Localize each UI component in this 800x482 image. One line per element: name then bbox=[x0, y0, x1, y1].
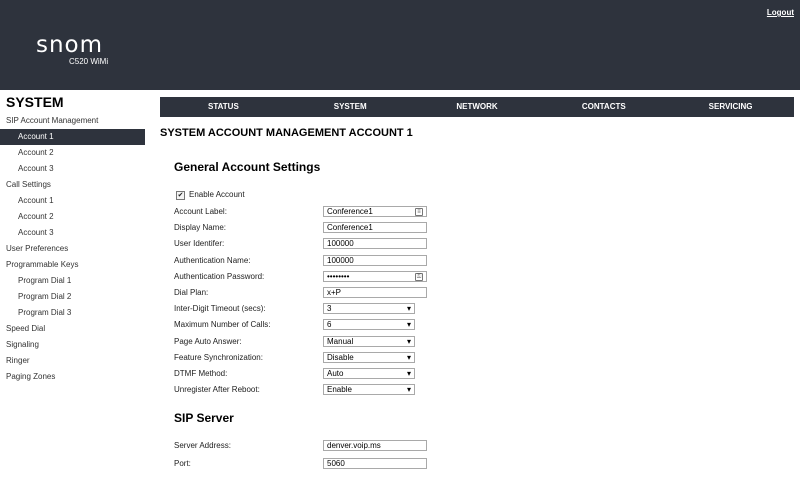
inter-digit-timeout-secs-value: 3 bbox=[327, 304, 332, 314]
port-input[interactable] bbox=[323, 458, 427, 469]
main-nav bbox=[160, 97, 794, 117]
account-label-input[interactable] bbox=[323, 206, 427, 217]
dial-plan-value: x+P bbox=[327, 288, 342, 297]
snom-logo: snom bbox=[36, 32, 104, 58]
maximum-number-of-calls-label: Maximum Number of Calls: bbox=[174, 320, 271, 330]
key-icon: ⚿ bbox=[416, 273, 422, 280]
server-address-label: Server Address: bbox=[174, 441, 231, 450]
sidebar-item-call-settings[interactable]: Call Settings bbox=[6, 180, 51, 189]
authentication-name-label: Authentication Name: bbox=[174, 255, 251, 265]
contact-card-icon: ≡ bbox=[415, 208, 423, 216]
sidebar-item-account-2[interactable]: Account 2 bbox=[18, 212, 54, 221]
sidebar-item-signaling[interactable]: Signaling bbox=[6, 340, 39, 349]
tab-network[interactable]: NETWORK bbox=[456, 102, 498, 111]
sidebar bbox=[0, 94, 145, 385]
sidebar-item-paging-zones[interactable]: Paging Zones bbox=[6, 372, 56, 381]
unregister-after-reboot-value: Enable bbox=[327, 385, 352, 395]
enable-account-label: Enable Account bbox=[189, 190, 245, 199]
sidebar-item-sip-account-management[interactable]: SIP Account Management bbox=[6, 116, 99, 125]
sidebar-item-user-preferences[interactable]: User Preferences bbox=[6, 244, 69, 253]
dtmf-method-value: Auto bbox=[327, 369, 344, 378]
sidebar-item-account-3[interactable]: Account 3 bbox=[18, 228, 54, 237]
feature-synchronization-label: Feature Synchronization: bbox=[174, 352, 263, 362]
account-label-value: Conference1 bbox=[327, 207, 373, 216]
sidebar-item-account-2[interactable]: Account 2 bbox=[18, 148, 54, 157]
user-identifer-input[interactable] bbox=[323, 238, 427, 249]
inter-digit-timeout-secs-select[interactable] bbox=[323, 303, 415, 314]
authentication-password-label: Authentication Password: bbox=[174, 271, 265, 281]
authentication-password-input[interactable] bbox=[323, 271, 427, 282]
page-title: SYSTEM ACCOUNT MANAGEMENT ACCOUNT 1 bbox=[160, 127, 413, 139]
unregister-after-reboot-select[interactable] bbox=[323, 384, 415, 395]
page-auto-answer-value: Manual bbox=[327, 336, 354, 346]
user-identifer-value: 100000 bbox=[327, 239, 354, 249]
display-name-input[interactable] bbox=[323, 222, 427, 233]
model-name: C520 WiMi bbox=[69, 57, 109, 66]
server-address-input[interactable] bbox=[323, 440, 427, 451]
dtmf-method-label: DTMF Method: bbox=[174, 369, 228, 378]
logout-link[interactable]: Logout bbox=[766, 8, 794, 17]
authentication-name-value: 100000 bbox=[327, 255, 354, 265]
header-bar bbox=[0, 0, 800, 90]
sidebar-item-program-dial-3[interactable]: Program Dial 3 bbox=[18, 308, 72, 317]
dial-plan-label: Dial Plan: bbox=[174, 288, 209, 297]
user-identifer-label: User Identifer: bbox=[174, 239, 225, 249]
page-auto-answer-select[interactable] bbox=[323, 336, 415, 347]
tab-status[interactable]: STATUS bbox=[207, 102, 239, 111]
tab-contacts[interactable]: CONTACTS bbox=[581, 102, 626, 111]
maximum-number-of-calls-select[interactable] bbox=[323, 319, 415, 330]
display-name-value: Conference1 bbox=[327, 223, 373, 233]
display-name-label: Display Name: bbox=[174, 223, 227, 233]
dial-plan-input[interactable] bbox=[323, 287, 427, 298]
port-label: Port: bbox=[174, 459, 191, 468]
dtmf-method-select[interactable] bbox=[323, 368, 415, 379]
tab-servicing[interactable]: SERVICING bbox=[708, 102, 753, 111]
sip-server-title: SIP Server bbox=[174, 411, 234, 425]
page-auto-answer-label: Page Auto Answer: bbox=[174, 336, 242, 346]
general-settings-title: General Account Settings bbox=[174, 160, 321, 174]
sidebar-item-account-1[interactable]: Account 1 bbox=[0, 129, 145, 145]
sidebar-item-account-1[interactable]: Account 1 bbox=[18, 196, 54, 205]
sidebar-title: SYSTEM bbox=[6, 94, 64, 110]
account-label-label: Account Label: bbox=[174, 207, 227, 216]
enable-account-checkbox[interactable]: ✔ bbox=[177, 192, 184, 199]
sidebar-item-program-dial-2[interactable]: Program Dial 2 bbox=[18, 292, 72, 301]
sidebar-item-account-3[interactable]: Account 3 bbox=[18, 164, 54, 173]
maximum-number-of-calls-value: 6 bbox=[327, 320, 332, 330]
sidebar-item-speed-dial[interactable]: Speed Dial bbox=[6, 324, 46, 333]
feature-synchronization-value: Disable bbox=[327, 352, 354, 362]
sidebar-item-ringer[interactable]: Ringer bbox=[6, 356, 30, 365]
sidebar-item-programmable-keys[interactable]: Programmable Keys bbox=[6, 260, 79, 269]
sidebar-menu bbox=[0, 113, 145, 385]
sidebar-item-program-dial-1[interactable]: Program Dial 1 bbox=[18, 276, 72, 285]
authentication-password-value: •••••••• bbox=[327, 271, 350, 281]
unregister-after-reboot-label: Unregister After Reboot: bbox=[174, 385, 260, 395]
tab-system[interactable]: SYSTEM bbox=[333, 102, 367, 111]
server-address-value: denver.voip.ms bbox=[327, 441, 381, 450]
authentication-name-input[interactable] bbox=[323, 255, 427, 266]
feature-synchronization-select[interactable] bbox=[323, 352, 415, 363]
inter-digit-timeout-secs-label: Inter-Digit Timeout (secs): bbox=[174, 304, 266, 314]
port-value: 5060 bbox=[327, 459, 345, 468]
